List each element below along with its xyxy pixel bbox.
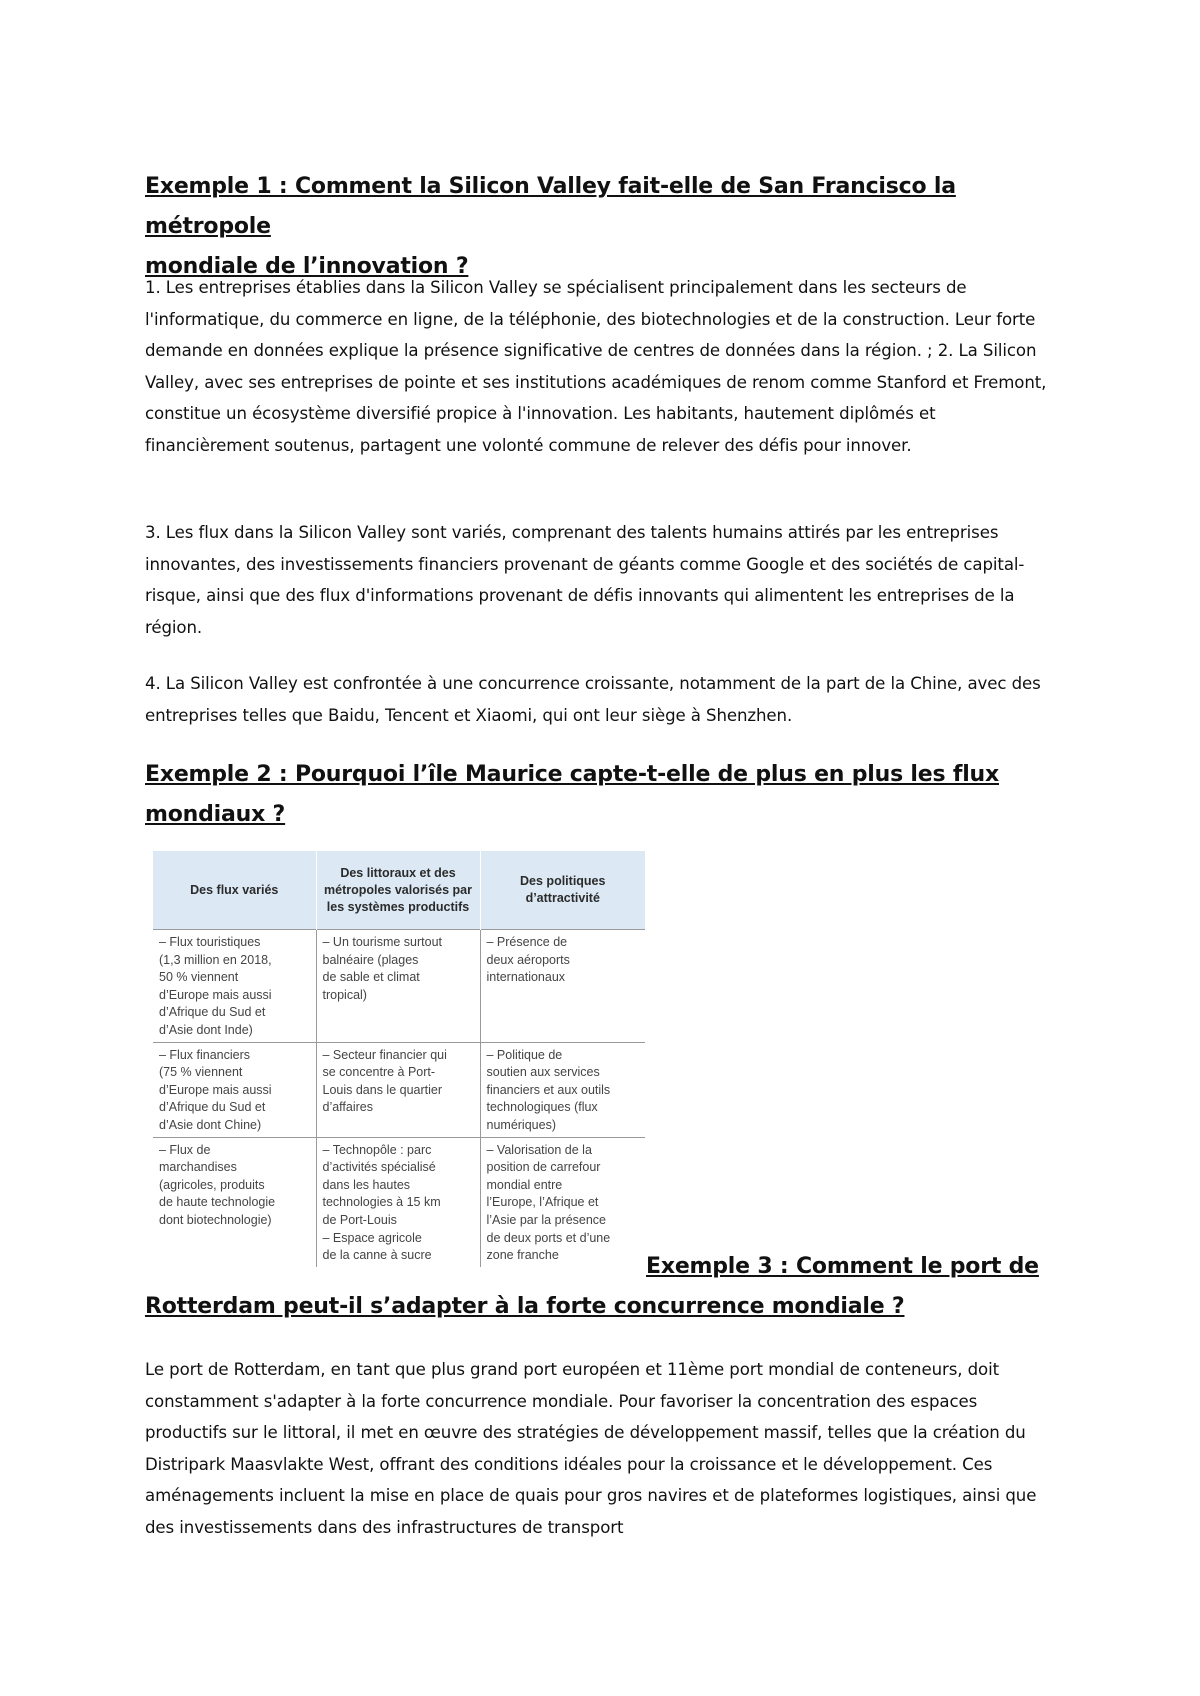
example1-paragraph-4: 4. La Silicon Valley est confrontée à une concurrence croissante, notamment de la part de la Chine, avec des entreprises telles que Baidu, Tencent et Xiaomi, qui ont leur siège à Shenzhen. xyxy=(145,674,1041,725)
example2-heading xyxy=(145,755,1065,835)
table-cell: – Présence de deux aéroports internationaux xyxy=(480,930,645,1043)
example3-paragraph: Le port de Rotterdam, en tant que plus grand port européen et 11ème port mondial de conteneurs, doit constamment s'adapter à la forte concurrence mondiale. Pour favoriser la concentration des espaces productifs sur le littoral, il met en œuvre des stratégies de développement massif, telles que la création du Distripark Maasvlakte West, offrant des conditions idéales pour la croissance et le développement. Ces aménagements incluent la mise en place de quais pour gros navires et de plateformes logistiques, ainsi que des investissements dans des infrastructures de transport xyxy=(145,1360,1037,1537)
mauritius-flows-table xyxy=(153,851,645,1267)
table-cell: – Flux financiers (75 % viennent d’Europe mais aussi d’Afrique du Sud et d’Asie dont Chine) xyxy=(153,1042,316,1137)
table-header-cell: Des flux variés xyxy=(153,851,316,930)
table-cell: – Secteur financier qui se concentre à Port- Louis dans le quartier d’affaires xyxy=(316,1042,480,1137)
example1-heading xyxy=(145,167,1065,287)
table-header-cell: Des littoraux et des métropoles valorisés par les systèmes productifs xyxy=(316,851,480,930)
example1-paragraph-3: 3. Les flux dans la Silicon Valley sont variés, comprenant des talents humains attirés par les entreprises innovantes, des investissements financiers provenant de géants comme Google et des sociétés de capital-risque, ainsi que des flux d'informations provenant de défis innovants qui alimentent les entreprises de la région. xyxy=(145,523,1025,637)
example2-heading-line1: Exemple 2 : Pourquoi l’île Maurice capte-t-elle de plus en plus les flux xyxy=(145,762,999,787)
example1-paragraph-1-2: 1. Les entreprises établies dans la Silicon Valley se spécialisent principalement dans les secteurs de l'informatique, du commerce en ligne, de la téléphonie, des biotechnologies et de la construction. Leur forte demande en données explique la présence significative de centres de données dans la région. ; 2. La Silicon Valley, avec ses entreprises de pointe et ses institutions académiques de renom comme Stanford et Fremont, constitue un écosystème diversifié propice à l'innovation. Les habitants, hautement diplômés et financièrement soutenus, partagent une volonté commune de relever des défis pour innover. xyxy=(145,278,1047,455)
example1-heading-line1: Exemple 1 : Comment la Silicon Valley fait-elle de San Francisco la métropole xyxy=(145,174,956,239)
table-row xyxy=(153,1042,645,1137)
table-header-cell: Des politiques d’attractivité xyxy=(480,851,645,930)
table-row xyxy=(153,930,645,1043)
example3-heading-line1: Exemple 3 : Comment le port de xyxy=(646,1254,1039,1279)
example3-heading-line2: Rotterdam peut-il s’adapter à la forte concurrence mondiale ? xyxy=(145,1294,905,1319)
table-cell: – Flux de marchandises (agricoles, produits de haute technologie dont biotechnologie) xyxy=(153,1137,316,1267)
table-cell: – Un tourisme surtout balnéaire (plages de sable et climat tropical) xyxy=(316,930,480,1043)
example2-heading-line2: mondiaux ? xyxy=(145,802,286,827)
table-cell: – Valorisation de la position de carrefour mondial entre l’Europe, l’Afrique et l’Asie par la présence de deux ports et d’une zone franche xyxy=(480,1137,645,1267)
example1-heading-line2: mondiale de l’innovation ? xyxy=(145,254,469,279)
table-cell: – Politique de soutien aux services financiers et aux outils technologiques (flux numériques) xyxy=(480,1042,645,1137)
table-header-row xyxy=(153,851,645,930)
table-cell: – Technopôle : parc d’activités spécialisé dans les hautes technologies à 15 km de Port-Louis – Espace agricole de la canne à sucre xyxy=(316,1137,480,1267)
table-row xyxy=(153,1137,645,1267)
table-cell: – Flux touristiques (1,3 million en 2018, 50 % viennent d’Europe mais aussi d’Afrique du Sud et d’Asie dont Inde) xyxy=(153,930,316,1043)
